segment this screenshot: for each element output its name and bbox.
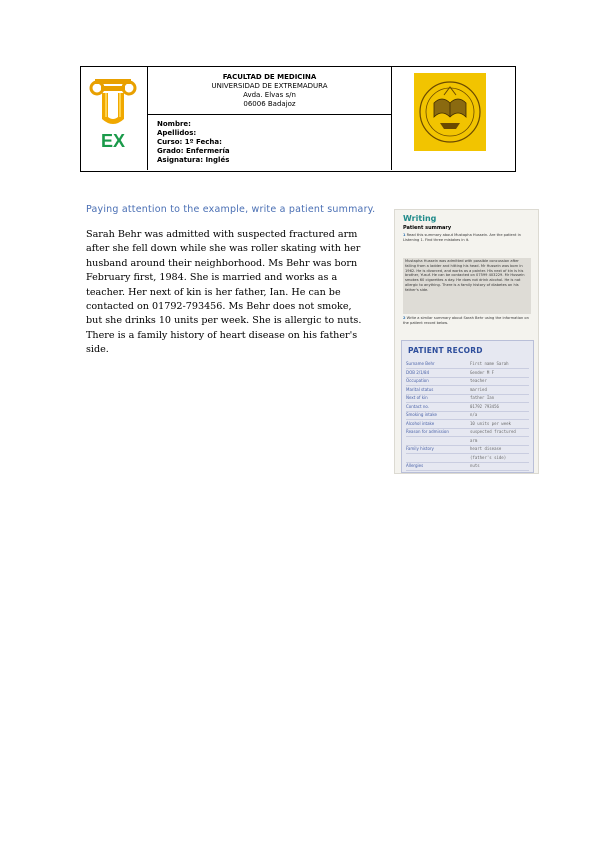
summary-line: side. (86, 344, 109, 356)
record-field-label: Family history (406, 446, 434, 451)
record-field-value: teacher (470, 378, 487, 383)
university-name: UNIVERSIDAD DE EXTREMADURA (211, 82, 328, 90)
textbook-excerpt (394, 209, 539, 474)
seal-icon (414, 73, 486, 151)
task-1-number: 1 (403, 233, 406, 237)
summary-line: but she drinks 10 units per week. She is allergic to nuts. (86, 315, 362, 327)
record-field-label: Occupation (406, 378, 429, 383)
university-seal (414, 73, 486, 151)
summary-line: after she fell down while she was roller skating with her (86, 243, 361, 255)
curso-fecha-label: Curso: 1º Fecha: (157, 138, 222, 146)
summary-line: Sarah Behr was admitted with suspected fractured arm (86, 229, 358, 240)
record-field-label: Allergies (406, 463, 424, 468)
record-field-value: arm (470, 437, 478, 443)
task-1 (403, 233, 531, 243)
record-field-value: First name Sarah (470, 361, 509, 366)
apellidos-label: Apellidos: (157, 129, 197, 137)
seal-cell (391, 67, 515, 170)
record-field-value: Gender M F (470, 369, 495, 375)
record-field-label: Contact no. (406, 403, 430, 409)
patient-record-card (401, 340, 534, 473)
header-center (147, 67, 392, 170)
task-2 (403, 316, 531, 326)
record-field-value: 10 units per week (470, 420, 511, 426)
patient-summary-text (86, 228, 376, 358)
record-field-value: heart disease (470, 446, 502, 451)
record-field-value: 01792 793456 (470, 403, 499, 409)
record-field-value: married (470, 386, 487, 392)
summary-line: February first, 1984. She is married and works as a (86, 272, 338, 284)
faculty-name: FACULTAD DE MEDICINA (222, 73, 317, 81)
asignatura-label: Asignatura: Inglés (157, 156, 230, 164)
task-2-number: 2 (403, 316, 406, 320)
record-field-label: DOB 2/1/84 (406, 369, 430, 375)
record-field-label: Next of kin (406, 395, 428, 400)
record-field-value: n/a (470, 412, 478, 417)
record-field-value: suspected fractured (470, 429, 516, 434)
record-field-value: father Ian (470, 395, 495, 400)
writing-title: Writing (403, 214, 437, 223)
grado-label: Grado: Enfermería (157, 147, 230, 155)
task-2-text: Write a similar summary about Sarah Behr using the information on the patient record below. (403, 316, 529, 325)
exercise-instruction: Paying attention to the example, write a patient summary. (86, 204, 376, 215)
university-logo-cell (81, 67, 148, 170)
address-line-2: 06006 Badajoz (243, 100, 296, 108)
uex-logo (89, 75, 137, 153)
student-form (147, 115, 392, 170)
record-field-label: Smoking intake (406, 412, 437, 417)
patient-record-title: PATIENT RECORD (408, 346, 483, 355)
record-row (406, 461, 529, 471)
address-line-1: Avda. Elvas s/n (243, 91, 296, 99)
summary-line: teacher. Her next of kin is her father, Ian. He can be (86, 286, 341, 298)
logo-text: EX (100, 131, 126, 151)
task-1-text: Read this summary about Mustapha Hussein. Are the patient in Listening 1. Find three mistakes in it. (403, 233, 521, 242)
record-field-value: nuts (470, 463, 480, 468)
record-field-value: (father's side) (470, 454, 507, 460)
summary-line: contacted on 01792-793456. Ms Behr does not smoke, (86, 301, 352, 313)
record-field-label: Surname Behr (406, 361, 435, 366)
nombre-label: Nombre: (157, 120, 191, 128)
summary-line: husband around their neighborhood. Ms Behr was born (86, 257, 358, 269)
record-field-label: Reason for admission (406, 429, 449, 434)
institution-block (147, 67, 392, 115)
record-field-label: Alcohol intake (406, 420, 435, 426)
example-text: Mustapha Hussein was admitted with possible concussion after falling from a ladder and hitting his head. Mr Hussein was born in 1962. He is divorced, and works as a painter. His next of kin is his brother, Yusuf. He can be contacted on 07599 403229. Mr Hussein smokes 60 cigarettes a day. He does not drink alcohol. He is not allergic to anything. There is a family history of diabetes on his father's side. (405, 259, 525, 292)
document-header (80, 66, 516, 172)
summary-line: There is a family history of heart disease on his father's (86, 329, 358, 341)
patient-summary-heading: Patient summary (403, 225, 452, 231)
record-field-label: Marital status (406, 386, 434, 392)
